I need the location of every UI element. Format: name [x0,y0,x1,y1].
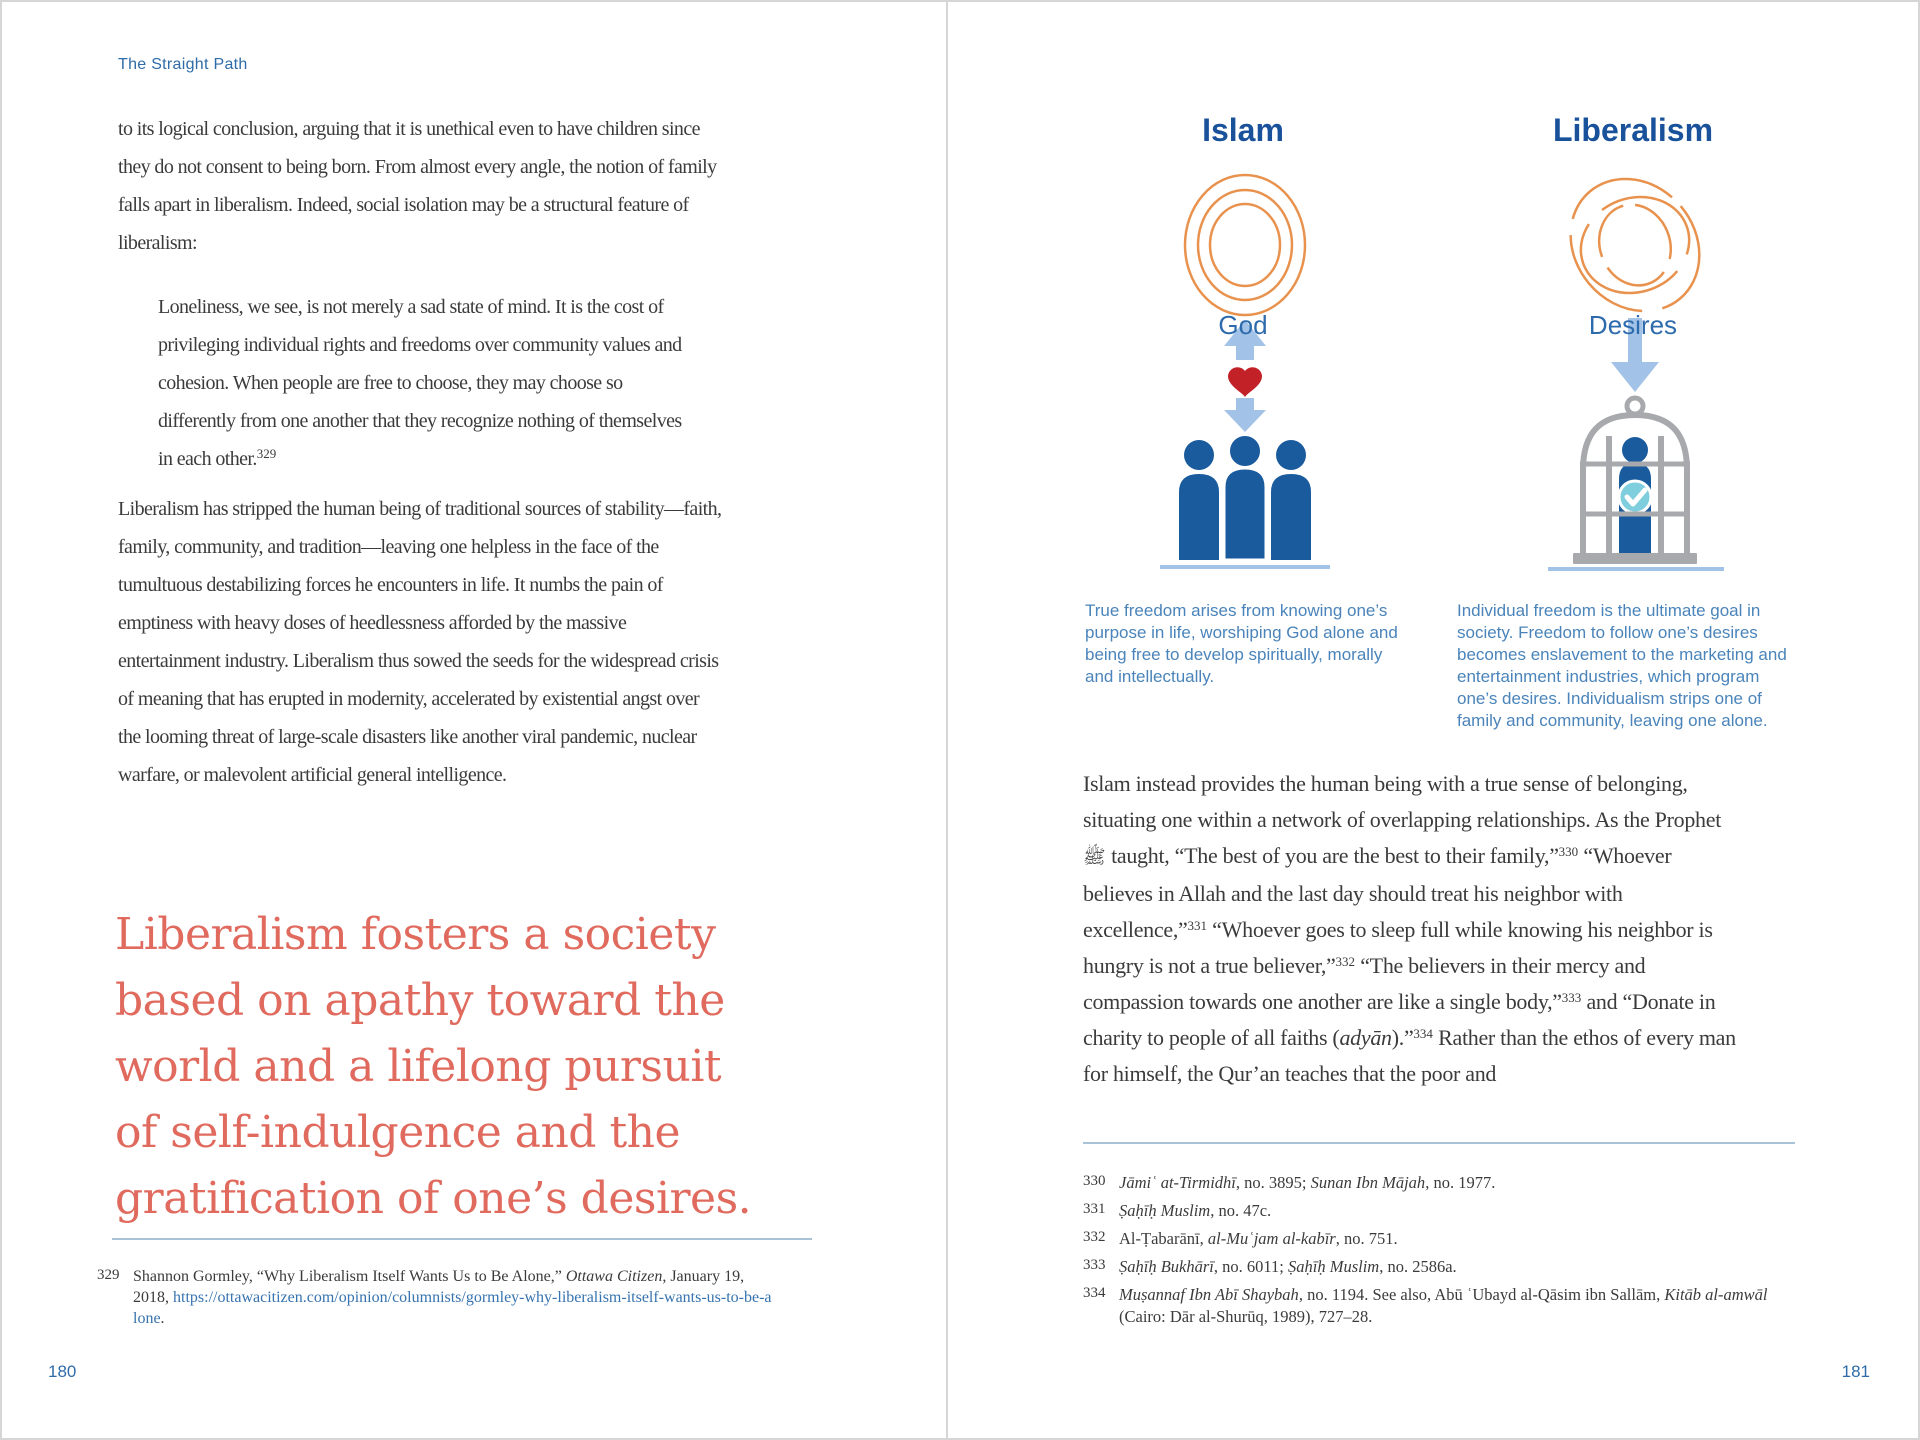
liberalism-heading: Liberalism [1552,112,1714,148]
pull-quote-line: world and a lifelong pursuit [115,1041,722,1092]
heart-icon [1228,367,1262,397]
community-people-icon [1179,435,1311,561]
pull-quote-line: of self-indulgence and the [115,1107,681,1158]
down-arrow-icon [1224,398,1266,432]
footnote-link[interactable]: https://ottawacitizen.com/opinion/columnists/gormley-why-liberalism-itself-wants-us-to-be-alone [133,1289,772,1327]
footnote-number: 334 [1083,1285,1106,1301]
footnote-332 [1083,1228,1798,1250]
footnote-separator [112,1238,812,1240]
footnote-number: 331 [1083,1201,1106,1217]
footnote-text: Muṣannaf Ibn Abī Shaybah, no. 1194. See also, Abū ʿUbayd al-Qāsim ibn Sallām, Kitāb al-amwāl (Cairo: Dār al-Shurūq, 1989), 727–28. [1119,1285,1768,1326]
paragraph-intro: to its logical conclusion, arguing that it is unethical even to have children since they do not consent to being born. From almost every angle, the notion of family falls apart in liberalism. Indeed, social isolation may be a structural feature of liberalism: [118,118,717,254]
paragraph-islam-belonging: Islam instead provides the human being with a true sense of belonging, situating one within a network of overlapping relationships. As the Prophet ﷺ taught, “The best of you are the best to their family,”$^{330}$ “Whoever believes in Allah and the last day should treat his neighbor with excellence,”$^{331}$ “Whoever goes to sleep full while knowing his neighbor is hungry is not a true believer,”$^{332}$ “The believers in their mercy and compassion towards one another are like a single body,”$^{333}$ and “Donate in charity to people of all faiths (adyān).”$^{334}$ Rather than the ethos of every man for himself, the Qur’an teaches that the poor and [1083,771,1736,1086]
blockquote-loneliness: Loneliness, we see, is not merely a sad state of mind. It is the cost of privileging individual rights and freedoms over community values and cohesion. When people are free to choose, they may choose so differently from one another that they recognize nothing of themselves in each other.$^{329}$ [158,296,682,470]
pull-quote-line: based on apathy toward the [115,975,725,1026]
footnote-330 [1083,1172,1798,1194]
footnote-text: Ṣaḥīḥ Bukhārī, no. 6011; Ṣaḥīḥ Muslim, no. 2586a. [1119,1257,1457,1276]
pull-quote-line: gratification of one’s desires. [115,1173,752,1224]
footnote-number: 330 [1083,1173,1106,1189]
islam-circles-icon [1185,175,1305,315]
islam-heading: Islam [1202,112,1284,148]
desires-label: Desires [1588,310,1678,340]
footnote-333 [1083,1256,1798,1278]
left-page [0,0,946,1440]
footnotes-block [1083,1172,1798,1328]
footnote-separator [1083,1142,1795,1144]
checkmark-badge-icon [1619,481,1651,513]
footnote-text: Shannon Gormley, “Why Liberalism Itself Wants Us to Be Alone,” Ottawa Citizen, January 19, 2018, https://ottawacitizen.com/opinion/columnists/gormley-why-liberalism-itself-wants-us-to-be-alone. [133,1268,772,1327]
footnote-329 [97,1266,787,1329]
pull-quote-line: Liberalism fosters a society [115,909,716,960]
liberalism-caption: Individual freedom is the ultimate goal in society. Freedom to follow one’s desires becomes enslavement to the marketing and entertainment industries, which program one’s desires. Individualism strips one of family and community, leaving one alone. [1457,601,1787,730]
footnote-number: 333 [1083,1257,1106,1273]
comparison-diagram [948,80,1920,580]
footnote-text: Ṣaḥīḥ Muslim, no. 47c. [1119,1201,1272,1220]
caged-person-icon [1573,398,1697,564]
footnote-334 [1083,1284,1798,1328]
god-label: God [1218,310,1268,340]
right-page [948,0,1920,1440]
footnote-331 [1083,1200,1798,1222]
islam-caption: True freedom arises from knowing one’s purpose in life, worshiping God alone and being free to develop spiritually, morally and intellectually. [1085,601,1398,686]
page-number-right: 181 [1841,1362,1870,1381]
paragraph-liberalism-stripped: Liberalism has stripped the human being of traditional sources of stability—faith, family, community, and tradition—leaving one helpless in the face of the tumultuous destabilizing forces he encounters in life. It numbs the pain of emptiness with heavy doses of heedlessness afforded by the massive entertainment industry. Liberalism thus sowed the seeds for the widespread crisis of meaning that has erupted in modernity, accelerated by existential angst over the looming threat of large-scale disasters like another viral pandemic, nuclear warfare, or malevolent artificial general intelligence. [118,498,722,786]
running-head: The Straight Path [118,56,248,73]
footnote-number: 332 [1083,1229,1106,1245]
footnote-text: Al-Ṭabarānī, al-Muʿjam al-kabīr, no. 751. [1119,1229,1398,1248]
page-number-left: 180 [48,1362,77,1381]
footnote-number: 329 [97,1267,120,1283]
footnote-text: Jāmiʿ at-Tirmidhī, no. 3895; Sunan Ibn Mājah, no. 1977. [1119,1173,1496,1192]
pull-quote [115,902,835,1232]
